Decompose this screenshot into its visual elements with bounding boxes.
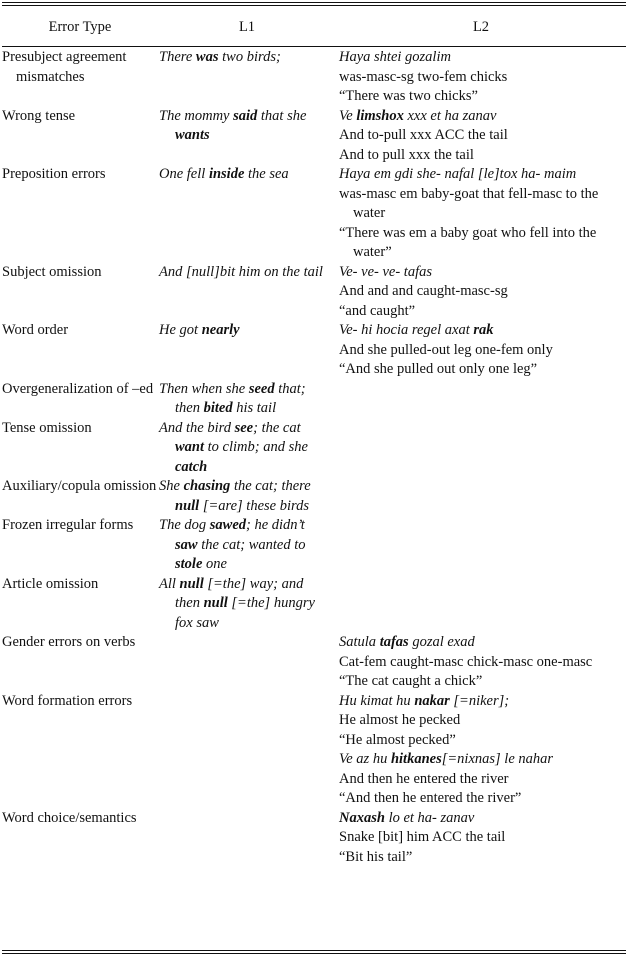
example-text: All: [159, 575, 180, 592]
example-text: “Bit his tail”: [339, 848, 413, 865]
l1-example: [159, 419, 330, 478]
bold-error-word: see: [234, 419, 254, 436]
example-text: two birds;: [218, 49, 281, 65]
example-text: “and caught”: [339, 302, 416, 319]
l2-hebrew-line: [339, 809, 626, 829]
example-text: And to pull xxx the tail: [339, 146, 474, 163]
l1-example: [159, 380, 330, 419]
l1-example: [159, 165, 330, 185]
l2-gloss-line: [339, 711, 626, 731]
header-error-type: Error Type: [48, 19, 112, 36]
bold-error-word: inside: [208, 166, 245, 182]
example-text: ; he didn’t: [246, 517, 305, 533]
l2-hebrew-line: [339, 107, 626, 127]
l2-hebrew-line: [339, 692, 626, 712]
example-text: The dog: [159, 517, 210, 533]
l2-gloss-line: [339, 224, 626, 263]
table-row: [2, 263, 626, 322]
bold-error-word: want: [175, 439, 205, 455]
example-text: [=are] these birds: [199, 497, 309, 514]
bottom-rule-outer: [2, 953, 626, 954]
error-type-label: Wrong tense: [2, 107, 76, 124]
header-l1: L1: [238, 19, 256, 36]
bold-error-word: sawed: [209, 517, 246, 533]
l2-gloss-line: [339, 360, 626, 380]
example-text: one: [202, 556, 227, 572]
l2-gloss-line: [339, 731, 626, 751]
l1-example: [159, 516, 330, 575]
example-text: And to-pull xxx ACC the tail: [339, 127, 508, 143]
example-text: the cat; wanted to: [197, 536, 306, 553]
bold-error-word: hitkanes: [390, 751, 442, 767]
example-text: Ve- ve- ve- tafas: [339, 263, 432, 280]
example-text: Hu kimat hu: [339, 692, 415, 709]
top-rule-outer: [2, 2, 626, 3]
example-text: “The cat caught a chick”: [339, 673, 483, 689]
table-row: [2, 321, 626, 380]
error-type-label: Subject omission: [2, 263, 102, 280]
example-text: was-masc em baby-goat that fell-masc to the water: [339, 185, 599, 221]
error-table: [2, 8, 626, 867]
bold-error-word: stole: [175, 556, 203, 572]
table-row: [2, 692, 626, 809]
l2-gloss-line: [339, 302, 626, 322]
example-text: Cat-fem caught-masc chick-masc one-masc: [339, 653, 593, 670]
example-text: [=niker];: [449, 692, 510, 709]
example-text: [=the] way; and then: [175, 575, 304, 611]
l2-gloss-line: [339, 87, 626, 107]
example-text: And then he entered the river: [339, 770, 509, 787]
example-text: Then when she: [159, 380, 249, 397]
example-text: He got: [159, 322, 202, 338]
example-text: There: [159, 49, 196, 65]
error-type-label: Presubject agreement mismatches: [2, 49, 127, 85]
example-text: the sea: [244, 166, 289, 182]
example-text: Haya shtei gozalim: [339, 49, 451, 65]
bold-error-word: null: [175, 497, 200, 514]
example-text: that; then: [175, 380, 306, 416]
example-text: “There was em a baby goat who fell into the water”: [339, 224, 597, 260]
l2-gloss-line: [339, 848, 626, 868]
l2-gloss-line: [339, 185, 626, 224]
table-row: [2, 165, 626, 263]
example-text: He almost he pecked: [339, 712, 461, 728]
l2-hebrew-line: [339, 165, 626, 185]
bold-error-word: tafas: [379, 634, 409, 650]
example-text: The mommy: [159, 107, 234, 124]
bold-error-word: chasing: [183, 478, 231, 494]
l2-gloss-line: [339, 341, 626, 361]
bold-error-word: saw: [175, 536, 198, 553]
example-text: “And then he entered the river”: [339, 790, 522, 806]
l2-hebrew-line: [339, 321, 626, 341]
bold-error-word: limshox: [356, 107, 404, 124]
example-text: to climb; and she: [204, 439, 308, 455]
example-text: Haya em gdi she- nafal [le]tox ha- maim: [339, 166, 577, 182]
example-text: that she: [257, 107, 307, 124]
example-text: [=nixnas] le nahar: [441, 751, 554, 767]
bold-error-word: was: [195, 49, 219, 65]
bottom-rule-inner: [2, 950, 626, 951]
example-text: “There was two chicks”: [339, 88, 478, 104]
l2-gloss-line: [339, 126, 626, 146]
table-row: [2, 477, 626, 516]
bold-error-word: rak: [473, 322, 494, 338]
example-text: ; the cat: [253, 419, 301, 436]
example-text: “And she pulled out only one leg”: [339, 361, 538, 377]
table-body: [2, 48, 626, 867]
l2-hebrew-line: [339, 633, 626, 653]
table-row: [2, 48, 626, 107]
error-type-label: Tense omission: [2, 419, 92, 436]
error-type-label: Word choice/semantics: [2, 809, 137, 826]
bold-error-word: Naxash: [339, 809, 385, 826]
example-text: Satula: [339, 634, 380, 650]
table-row: [2, 107, 626, 166]
l2-gloss-line: [339, 146, 626, 166]
table-row: [2, 633, 626, 692]
l2-gloss-line: [339, 68, 626, 88]
l2-gloss-line: [339, 282, 626, 302]
example-text: And [null]bit him on the tail: [159, 263, 323, 280]
example-text: One fell: [159, 166, 209, 182]
l2-hebrew-line: [339, 48, 626, 68]
l2-hebrew-line: [339, 263, 626, 283]
error-type-label: Word formation errors: [2, 692, 133, 709]
l2-gloss-line: [339, 653, 626, 673]
table-row: [2, 419, 626, 478]
example-text: was-masc-sg two-fem chicks: [339, 68, 508, 85]
example-text: Ve: [339, 107, 357, 124]
error-type-label: Overgeneralization of –ed: [2, 380, 154, 397]
l1-example: [159, 263, 330, 283]
table-row: [2, 516, 626, 575]
bold-error-word: nakar: [414, 692, 450, 709]
error-type-label: Article omission: [2, 575, 99, 592]
bold-error-word: null: [179, 575, 204, 592]
bold-error-word: seed: [248, 380, 275, 397]
table-row: [2, 575, 626, 634]
example-text: xxx et ha zanav: [403, 107, 497, 124]
bold-error-word: nearly: [201, 322, 240, 338]
header-row: [2, 8, 626, 48]
example-text: the cat; there: [230, 478, 311, 494]
example-text: She: [159, 478, 184, 494]
l1-example: [159, 321, 330, 341]
bold-error-word: wants: [175, 127, 210, 143]
example-text: “He almost pecked”: [339, 731, 456, 748]
error-type-label: Gender errors on verbs: [2, 634, 136, 650]
example-text: And and and caught-masc-sg: [339, 283, 508, 299]
header-l2: L2: [472, 19, 490, 36]
bold-error-word: said: [233, 107, 258, 124]
l2-gloss-line: [339, 789, 626, 809]
example-text: lo et ha- zanav: [384, 809, 475, 826]
error-type-label: Word order: [2, 322, 69, 338]
example-text: Snake [bit] him ACC the tail: [339, 829, 506, 845]
example-text: gozal exad: [408, 634, 475, 650]
l1-example: [159, 48, 330, 68]
example-text: Ve az hu: [339, 751, 391, 767]
error-type-label: Auxiliary/copula omission: [2, 478, 157, 494]
top-rule-inner: [2, 5, 626, 6]
example-text: Ve- hi hocia regel axat: [339, 322, 474, 338]
l1-example: [159, 477, 330, 516]
table-row: [2, 809, 626, 868]
bold-error-word: bited: [203, 400, 233, 416]
bold-error-word: null: [203, 595, 228, 611]
error-type-label: Preposition errors: [2, 166, 106, 182]
error-type-label: Frozen irregular forms: [2, 517, 134, 533]
example-text: And the bird: [159, 419, 235, 436]
example-text: And she pulled-out leg one-fem only: [339, 341, 553, 358]
bold-error-word: catch: [175, 458, 208, 475]
l1-example: [159, 107, 330, 146]
l2-gloss-line: [339, 770, 626, 790]
example-text: [=the] hungry fox saw: [175, 595, 315, 631]
l1-example: [159, 575, 330, 634]
l2-gloss-line: [339, 828, 626, 848]
example-text: his tail: [232, 400, 277, 416]
l2-gloss-line: [339, 672, 626, 692]
l2-hebrew-line: [339, 750, 626, 770]
table-row: [2, 380, 626, 419]
